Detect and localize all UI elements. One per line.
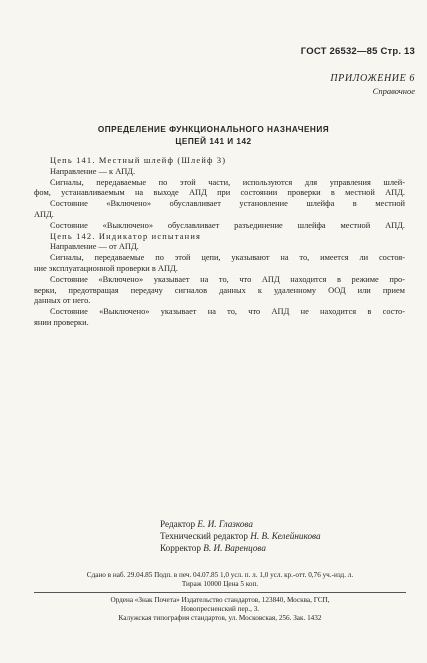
paragraph-line: ние эксплуатационной проверки в АПД. bbox=[34, 263, 178, 273]
editor-role: Редактор bbox=[160, 519, 196, 529]
editor-name: Е. И. Глазкова bbox=[197, 519, 253, 529]
appendix-note: Справочное bbox=[372, 86, 415, 96]
editor-line bbox=[160, 518, 321, 530]
paragraph-line: данных от него. bbox=[34, 296, 91, 306]
appendix-label bbox=[330, 73, 415, 96]
imprint-line: Сдано в наб. 29.04.85 Подп. в печ. 04.07.85 1,0 усл. п. л. 1,0 усл. кр.-отт. 0,76 уч.-изд. л. bbox=[86, 571, 354, 579]
paragraph-line: Сигналы, передаваемые по этой части, используются для управления шлей- bbox=[50, 177, 405, 187]
paragraph-line: Состояние «Включено» обуславливает установление шлейфа в местной bbox=[50, 199, 405, 209]
paragraph-line: АПД. bbox=[34, 209, 54, 219]
section-title-line-1: ОПРЕДЕЛЕНИЕ ФУНКЦИОНАЛЬНОГО НАЗНАЧЕНИЯ bbox=[97, 125, 330, 134]
appendix-title: ПРИЛОЖЕНИЕ 6 bbox=[330, 73, 415, 84]
circuit-142-heading: Цепь 142. Индикатор испытания bbox=[50, 231, 202, 241]
section-title bbox=[0, 124, 427, 148]
paragraph-line: Состояние «Выключено» указывает на то, что АПД не находится в состо- bbox=[50, 307, 405, 317]
paragraph-line: Состояние «Включено» указывает на то, что АПД находится в режиме про- bbox=[50, 274, 405, 284]
circuit-141-heading: Цепь 141. Местный шлейф (Шлейф 3) bbox=[50, 156, 227, 165]
body-text bbox=[34, 156, 405, 329]
imprint-line: Ордена «Знак Почета» Издательство стандартов, 123840, Москва, ГСП, bbox=[110, 596, 330, 604]
paragraph-line: Направление — от АПД. bbox=[50, 242, 139, 252]
paragraph-line: Направление — к АПД. bbox=[50, 166, 136, 176]
corrector-name: В. И. Варенцова bbox=[203, 543, 266, 554]
standard-number: ГОСТ 26532—85 bbox=[300, 46, 378, 57]
section-title-line-2: ЦЕПЕЙ 141 И 142 bbox=[175, 137, 252, 146]
page-header bbox=[301, 46, 415, 57]
paragraph-line: Состояние «Выключено» обуславливает разъединение шлейфа местной АПД. bbox=[50, 220, 405, 230]
paragraph-line: верки, предотвращая передачу сигналов данных к удаленному ООД или прием bbox=[34, 285, 405, 295]
editorial-staff bbox=[160, 518, 321, 555]
imprint-line: Новопресненский пер., 3. bbox=[180, 605, 260, 613]
tech-editor-name: Н. В. Келейникова bbox=[250, 531, 321, 542]
tech-editor-line bbox=[160, 530, 321, 542]
imprint-line: Калужская типография стандартов, ул. Московская, 256. Зак. 1432 bbox=[118, 614, 322, 622]
divider bbox=[34, 592, 406, 593]
page-number: Стр. 13 bbox=[380, 46, 415, 57]
tech-editor-role: Технический редактор bbox=[160, 531, 248, 542]
paragraph-line: Сигналы, передаваемые по этой цепи, указывают на то, имеется ли состоя- bbox=[50, 253, 405, 263]
print-imprint bbox=[34, 571, 406, 623]
paragraph-line: янии проверки. bbox=[34, 317, 89, 327]
corrector-role: Корректор bbox=[160, 543, 201, 554]
imprint-line: Тираж 10000 Цена 5 коп. bbox=[181, 580, 259, 588]
paragraph-line: фом, устанавливаемым на выходе АПД при состоянии проверки в местной АПД. bbox=[34, 188, 405, 198]
corrector-line bbox=[160, 542, 321, 554]
